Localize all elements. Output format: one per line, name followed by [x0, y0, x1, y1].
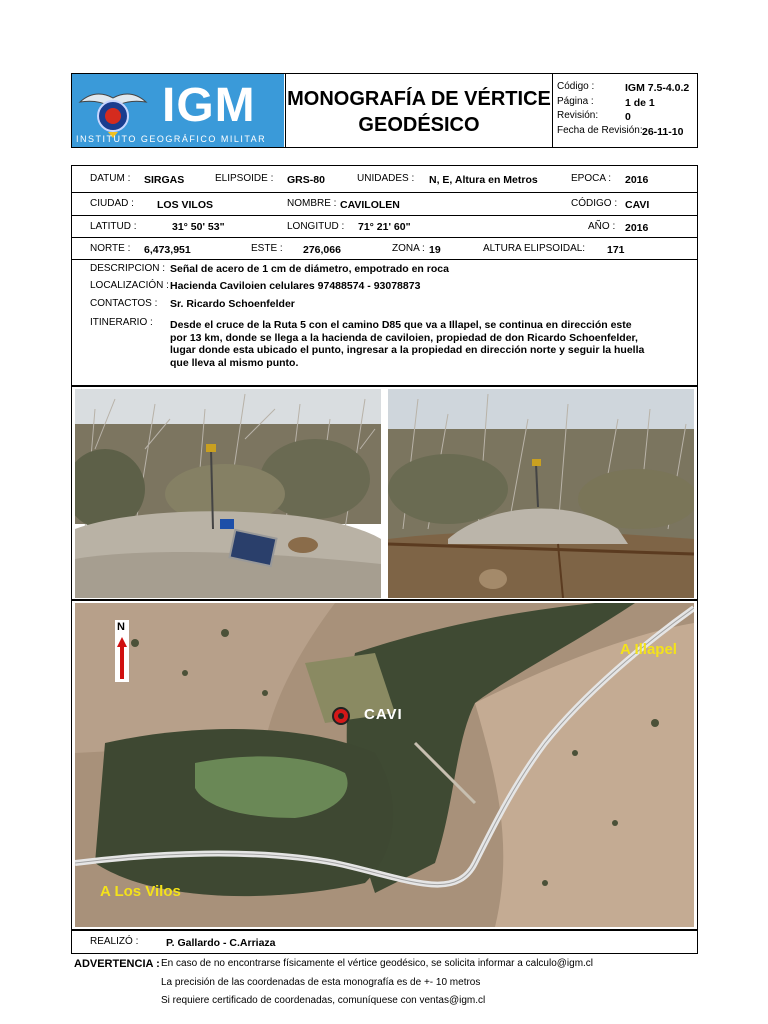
ciudad-value: LOS VILOS — [157, 199, 214, 211]
elipsoide-value: GRS-80 — [287, 174, 325, 186]
vertex-marker-center-icon — [338, 713, 344, 719]
altura-label: ALTURA ELIPSOIDAL: — [483, 243, 586, 254]
north-label: N — [117, 621, 125, 633]
contactos-label: CONTACTOS : — [90, 298, 158, 309]
fecha-revision-label: Fecha de Revisión: — [557, 125, 643, 136]
codigo-doc-label: Código : — [557, 81, 595, 92]
este-value: 276,066 — [303, 244, 341, 256]
site-photo-right — [388, 389, 694, 598]
label-los-vilos: A Los Vilos — [100, 883, 181, 900]
descripcion-label: DESCRIPCION : — [90, 263, 166, 274]
longitud-label: LONGITUD : — [287, 221, 345, 232]
north-arrow — [115, 620, 129, 682]
title-line2: GEODÉSICO — [358, 114, 480, 136]
datum-label: DATUM : — [90, 173, 131, 184]
localizacion-value: Hacienda Caviloien celulares 97488574 - 93078873 — [170, 280, 421, 292]
logo-subtext: INSTITUTO GEOGRÁFICO MILITAR — [76, 134, 267, 144]
unidades-label: UNIDADES : — [357, 173, 415, 184]
nombre-label: NOMBRE : — [287, 198, 337, 209]
site-photo-left — [75, 389, 381, 598]
elipsoide-label: ELIPSOIDE : — [215, 173, 274, 184]
ano-value: 2016 — [625, 222, 649, 234]
pagina-value: 1 de 1 — [625, 97, 655, 109]
north-arrow-icon — [115, 635, 129, 681]
label-illapel: A Illapel — [620, 641, 677, 658]
eagle-emblem-icon — [78, 80, 148, 140]
igm-logo — [72, 74, 284, 147]
vertex-marker — [332, 707, 350, 725]
ciudad-label: CIUDAD : — [90, 198, 134, 209]
itinerario-text — [170, 319, 644, 369]
note-2: La precisión de las coordenadas de esta monografía es de +- 10 metros — [161, 977, 481, 988]
zona-label: ZONA : — [392, 243, 425, 254]
datum-value: SIRGAS — [144, 174, 185, 186]
norte-value: 6,473,951 — [144, 244, 191, 256]
realizo-label: REALIZÓ : — [90, 936, 139, 947]
contactos-value: Sr. Ricardo Schoenfelder — [170, 298, 295, 310]
marker-label: CAVI — [364, 706, 403, 723]
localizacion-label: LOCALIZACIÓN : — [90, 280, 169, 291]
nombre-value: CAVILOLEN — [340, 199, 400, 211]
realizo-value: P. Gallardo - C.Arriaza — [166, 937, 276, 949]
altura-value: 171 — [607, 244, 625, 256]
note-1: En caso de no encontrarse físicamente el vértice geodésico, se solicita informar a calculo@igm.cl — [161, 958, 594, 969]
norte-label: NORTE : — [90, 243, 131, 254]
descripcion-value: Señal de acero de 1 cm de diámetro, empotrado en roca — [170, 263, 449, 275]
logo-text: IGM — [162, 79, 256, 132]
advertencia-label: ADVERTENCIA : — [74, 958, 160, 970]
epoca-value: 2016 — [625, 174, 649, 186]
latitud-value: 31° 50' 53" — [172, 221, 225, 233]
latitud-label: LATITUD : — [90, 221, 137, 232]
itinerario-line: que lleva al mismo punto. — [170, 356, 299, 369]
title-line1: MONOGRAFÍA DE VÉRTICE — [287, 88, 551, 110]
codigo-label: CÓDIGO : — [571, 198, 618, 209]
itinerario-line: Desde el cruce de la Ruta 5 con el camino D85 que va a Illapel, se continua en dirección este — [170, 319, 632, 331]
ano-label: AÑO : — [588, 221, 616, 232]
longitud-value: 71° 21' 60" — [358, 221, 411, 233]
zona-value: 19 — [429, 244, 441, 256]
revision-value: 0 — [625, 111, 631, 123]
note-3: Si requiere certificado de coordenadas, comuníquese con ventas@igm.cl — [161, 995, 486, 1006]
itinerario-line: lugar donde esta ubicado el punto, ingresar a la propiedad en dirección norte y seguir la huella — [170, 344, 645, 356]
itinerario-label: ITINERARIO : — [90, 317, 153, 328]
revision-label: Revisión: — [557, 110, 599, 121]
itinerario-line: por 13 km, donde se llega a la hacienda de caviloien, propiedad de don Ricardo Schoenfelder, — [170, 331, 638, 344]
codigo-doc-value: IGM 7.5-4.0.2 — [625, 82, 690, 94]
satellite-map — [75, 603, 694, 927]
codigo-value: CAVI — [625, 199, 650, 211]
unidades-value: N, E, Altura en Metros — [429, 174, 538, 186]
epoca-label: EPOCA : — [571, 173, 612, 184]
este-label: ESTE : — [251, 243, 283, 254]
pagina-label: Página : — [557, 96, 594, 107]
fecha-revision-value: 26-11-10 — [642, 126, 684, 138]
